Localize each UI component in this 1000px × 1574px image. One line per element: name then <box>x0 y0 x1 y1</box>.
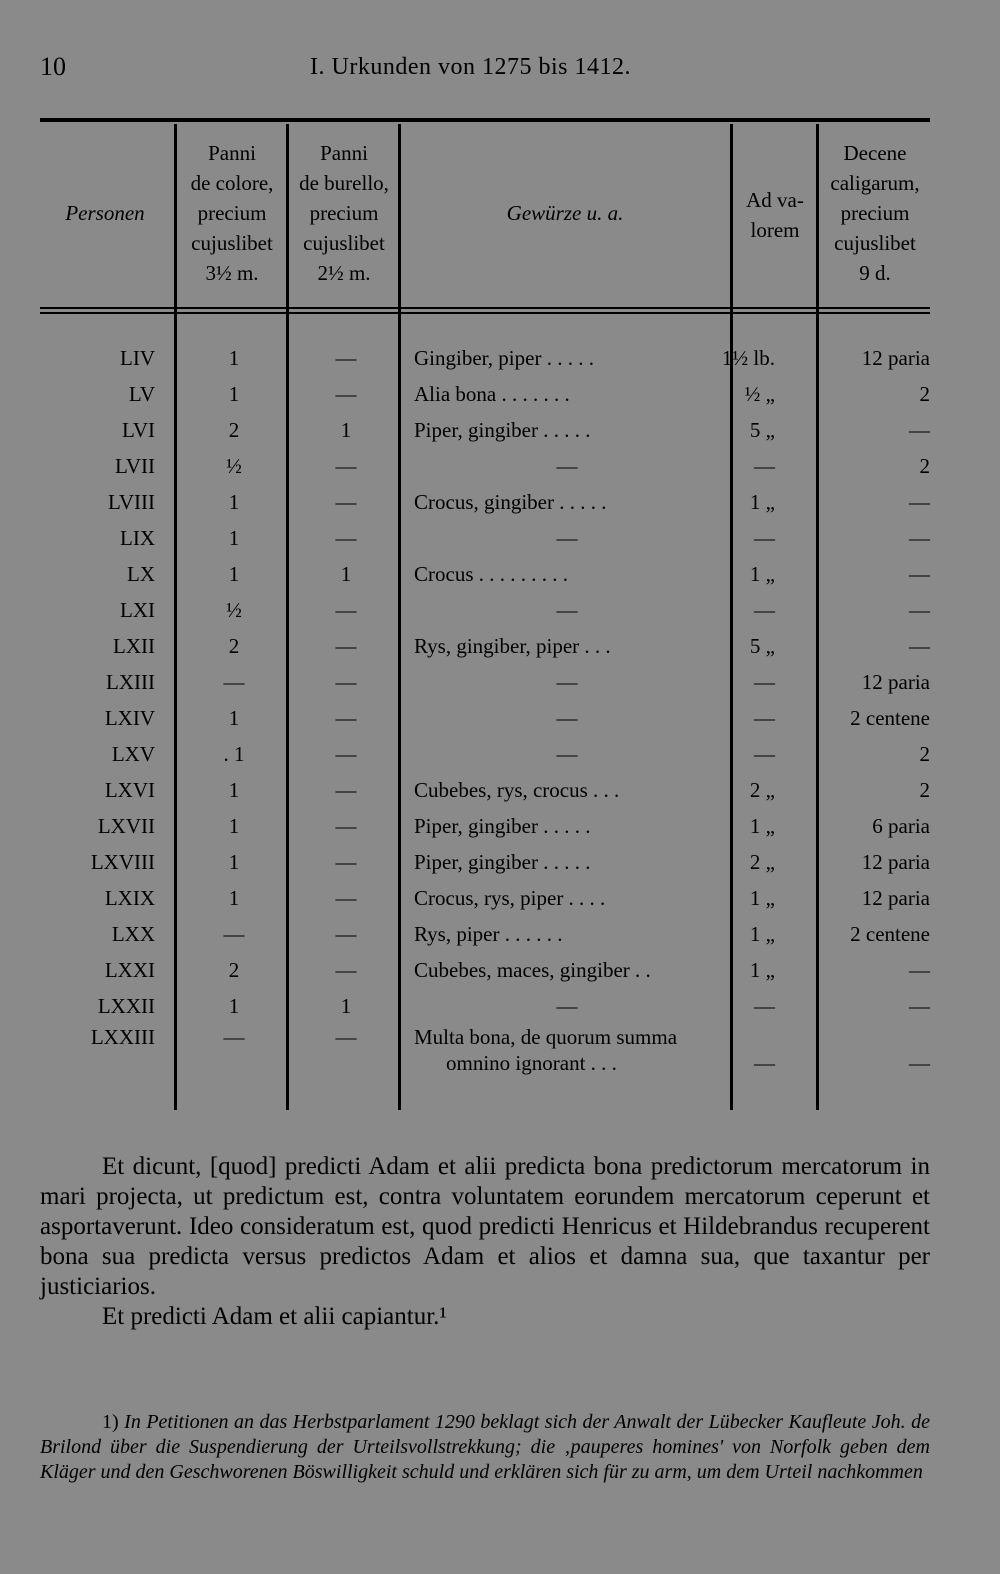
cell-decene: — <box>909 1051 930 1075</box>
cell-panni-colore: 1 <box>228 382 240 406</box>
cell-panni-burello: — <box>335 670 357 694</box>
cell-panni-burello: — <box>335 958 357 982</box>
table-row <box>0 1024 1000 1084</box>
cell-person: LXVI <box>104 778 155 802</box>
table-row <box>0 988 1000 1024</box>
cell-panni-colore: 1 <box>228 886 240 910</box>
cell-panni-colore: 1 <box>228 706 240 730</box>
table-row <box>0 736 1000 772</box>
cell-ad-valorem: 2 „ <box>749 850 775 874</box>
cell-decene: 12 paria <box>861 670 930 694</box>
cell-panni-colore: 1 <box>228 814 240 838</box>
cell-spices: Cubebes, rys, crocus . . . <box>414 778 620 802</box>
cell-spices: Alia bona . . . . . . . <box>414 382 570 406</box>
cell-ad-valorem: — <box>754 706 775 730</box>
table-row <box>0 484 1000 520</box>
cell-person: LIX <box>120 526 155 550</box>
cell-ad-valorem: 1 „ <box>749 922 775 946</box>
cell-decene: — <box>909 994 930 1018</box>
table-row <box>0 916 1000 952</box>
cell-ad-valorem: 5 „ <box>749 634 775 658</box>
cell-panni-colore: 2 <box>228 634 240 658</box>
running-head: I. Urkunden von 1275 bis 1412. <box>310 54 631 80</box>
cell-ad-valorem: 1 „ <box>749 958 775 982</box>
cell-decene: 2 <box>919 454 930 478</box>
table-row <box>0 880 1000 916</box>
paragraph: Et predicti Adam et alii capiantur.¹ <box>102 1303 447 1330</box>
table-row <box>0 844 1000 880</box>
cell-person: LXXII <box>97 994 155 1018</box>
cell-decene: — <box>909 526 930 550</box>
cell-panni-burello: — <box>335 346 357 370</box>
cell-person: LXV <box>111 742 155 766</box>
cell-ad-valorem: — <box>754 598 775 622</box>
cell-spices: — <box>556 994 578 1018</box>
cell-person: LX <box>127 562 155 586</box>
cell-decene: 2 centene <box>850 706 930 730</box>
header-panni-colore: Panni de colore, precium cujuslibet 3½ m. <box>190 141 274 285</box>
cell-panni-burello: — <box>335 526 357 550</box>
cell-panni-colore: 1 <box>228 994 240 1018</box>
table-row <box>0 556 1000 592</box>
cell-panni-burello: — <box>335 1025 357 1049</box>
cell-person: LVI <box>121 418 155 442</box>
cell-ad-valorem: 1 „ <box>749 814 775 838</box>
cell-decene: 6 paria <box>872 814 930 838</box>
cell-spices: Piper, gingiber . . . . . <box>414 418 591 442</box>
cell-spices: — <box>556 526 578 550</box>
cell-decene: — <box>909 958 930 982</box>
cell-decene: 12 paria <box>861 850 930 874</box>
cell-person: LXXIII <box>90 1025 155 1049</box>
cell-spices: Piper, gingiber . . . . . <box>414 814 591 838</box>
cell-person: LXIX <box>104 886 155 910</box>
cell-panni-colore: 1 <box>228 526 240 550</box>
header-decene: Decene caligarum, precium cujuslibet 9 d. <box>830 141 920 285</box>
cell-ad-valorem: — <box>754 994 775 1018</box>
paragraph: Et dicunt, [quod] predicti Adam et alii predicta bona predictorum mercatorum in mari projecta, ut predictum est, contra voluntatem eorundem mercatorum ceperunt et asportaverunt. Ideo consideratum est, quod predicti Henricus et Hildebrandus recuperent bona sua predicta versus predictos Adam et alios et damna sua, que taxantur per justiciarios. <box>40 1153 930 1300</box>
table-row <box>0 520 1000 556</box>
cell-decene: — <box>909 562 930 586</box>
cell-spices: Piper, gingiber . . . . . <box>414 850 591 874</box>
cell-panni-colore: — <box>223 922 245 946</box>
cell-panni-colore: ½ <box>226 454 242 478</box>
cell-person: LV <box>128 382 155 406</box>
body-text <box>40 1152 930 1332</box>
table-row <box>0 664 1000 700</box>
cell-spices: — <box>556 742 578 766</box>
table-row <box>0 808 1000 844</box>
cell-ad-valorem: — <box>754 454 775 478</box>
cell-spices: Crocus . . . . . . . . . <box>414 562 568 586</box>
cell-spices: Rys, gingiber, piper . . . <box>414 634 611 658</box>
cell-decene: — <box>909 418 930 442</box>
cell-spices: Crocus, rys, piper . . . . <box>414 886 606 910</box>
cell-panni-burello: 1 <box>340 994 352 1018</box>
cell-decene: 12 paria <box>861 886 930 910</box>
table-top-rule <box>40 118 930 122</box>
cell-decene: — <box>909 598 930 622</box>
cell-panni-burello: — <box>335 922 357 946</box>
cell-ad-valorem: ½ „ <box>744 382 775 406</box>
table-row <box>0 412 1000 448</box>
cell-decene: 12 paria <box>861 346 930 370</box>
table-row <box>0 340 1000 376</box>
cell-spices-continued: omnino ignorant . . . <box>446 1051 617 1075</box>
cell-ad-valorem: 1½ lb. <box>721 346 775 370</box>
table-row <box>0 772 1000 808</box>
cell-panni-burello: — <box>335 490 357 514</box>
cell-person: LXIV <box>104 706 155 730</box>
cell-panni-burello: — <box>335 634 357 658</box>
cell-panni-burello: — <box>335 598 357 622</box>
cell-panni-colore: ½ <box>226 598 242 622</box>
cell-decene: 2 <box>919 382 930 406</box>
cell-spices: — <box>556 706 578 730</box>
cell-person: LIV <box>120 346 155 370</box>
cell-panni-colore: 1 <box>228 778 240 802</box>
cell-panni-burello: — <box>335 778 357 802</box>
table-row <box>0 700 1000 736</box>
cell-panni-burello: — <box>335 886 357 910</box>
cell-spices: Multa bona, de quorum summa <box>414 1025 678 1049</box>
footnote-mark: 1) <box>102 1411 119 1433</box>
cell-person: LVIII <box>107 490 155 514</box>
cell-decene: 2 <box>919 742 930 766</box>
footnote <box>40 1410 930 1485</box>
header-gewurze: Gewürze u. a. <box>506 201 624 225</box>
header-ad-valorem: Ad va- lorem <box>746 188 804 242</box>
cell-panni-burello: — <box>335 850 357 874</box>
table-row <box>0 376 1000 412</box>
cell-decene: 2 <box>919 778 930 802</box>
cell-person: LVII <box>114 454 155 478</box>
cell-ad-valorem: — <box>754 742 775 766</box>
cell-panni-colore: 2 <box>228 958 240 982</box>
cell-person: LXXI <box>104 958 155 982</box>
cell-person: LXX <box>111 922 155 946</box>
cell-panni-colore: 1 <box>228 562 240 586</box>
cell-spices: — <box>556 670 578 694</box>
cell-spices: Rys, piper . . . . . . <box>414 922 563 946</box>
cell-spices: — <box>556 598 578 622</box>
cell-person: LXVIII <box>90 850 155 874</box>
cell-panni-burello: 1 <box>340 418 352 442</box>
page-number: 10 <box>40 52 66 81</box>
cell-ad-valorem: 5 „ <box>749 418 775 442</box>
cell-ad-valorem: — <box>754 670 775 694</box>
footnote-text: In Petitionen an das Herbstparlament 1290 beklagt sich der Anwalt der Lübecker Kaufleute Joh. de Brilond über die Suspendierung der Urteilsvollstrekkung; die ‚pauperes homines' von Norfolk geben dem Kläger und den Geschworenen Böswilligkeit schuld und erklären sich für zu arm, um dem Urteil nachkommen <box>40 1411 931 1483</box>
cell-person: LXI <box>120 598 155 622</box>
header-panni-burello: Panni de burello, precium cujuslibet 2½ m. <box>299 141 389 285</box>
cell-panni-colore: 2 <box>228 418 240 442</box>
cell-ad-valorem: 1 „ <box>749 490 775 514</box>
cell-panni-colore: 1 <box>228 490 240 514</box>
cell-ad-valorem: 1 „ <box>749 886 775 910</box>
cell-panni-burello: 1 <box>340 562 352 586</box>
cell-ad-valorem: 2 „ <box>749 778 775 802</box>
cell-person: LXVII <box>97 814 155 838</box>
table-row <box>0 952 1000 988</box>
cell-spices: — <box>556 454 578 478</box>
cell-decene: — <box>909 634 930 658</box>
cell-panni-colore: — <box>223 670 245 694</box>
cell-panni-burello: — <box>335 742 357 766</box>
cell-ad-valorem: — <box>754 1051 775 1075</box>
cell-panni-colore: — <box>223 1025 245 1049</box>
cell-decene: — <box>909 490 930 514</box>
cell-panni-burello: — <box>335 382 357 406</box>
cell-panni-burello: — <box>335 454 357 478</box>
cell-panni-burello: — <box>335 706 357 730</box>
cell-decene: 2 centene <box>850 922 930 946</box>
cell-spices: Cubebes, maces, gingiber . . <box>414 958 651 982</box>
cell-spices: Gingiber, piper . . . . . <box>414 346 594 370</box>
cell-panni-colore: . 1 <box>223 742 245 766</box>
cell-spices: Crocus, gingiber . . . . . <box>414 490 607 514</box>
cell-ad-valorem: 1 „ <box>749 562 775 586</box>
cell-panni-colore: 1 <box>228 346 240 370</box>
cell-person: LXII <box>113 634 155 658</box>
cell-panni-burello: — <box>335 814 357 838</box>
table-row <box>0 448 1000 484</box>
cell-ad-valorem: — <box>754 526 775 550</box>
cell-panni-colore: 1 <box>228 850 240 874</box>
table-row <box>0 628 1000 664</box>
header-personen: Personen <box>65 201 145 225</box>
cell-person: LXIII <box>106 670 155 694</box>
table-row <box>0 592 1000 628</box>
